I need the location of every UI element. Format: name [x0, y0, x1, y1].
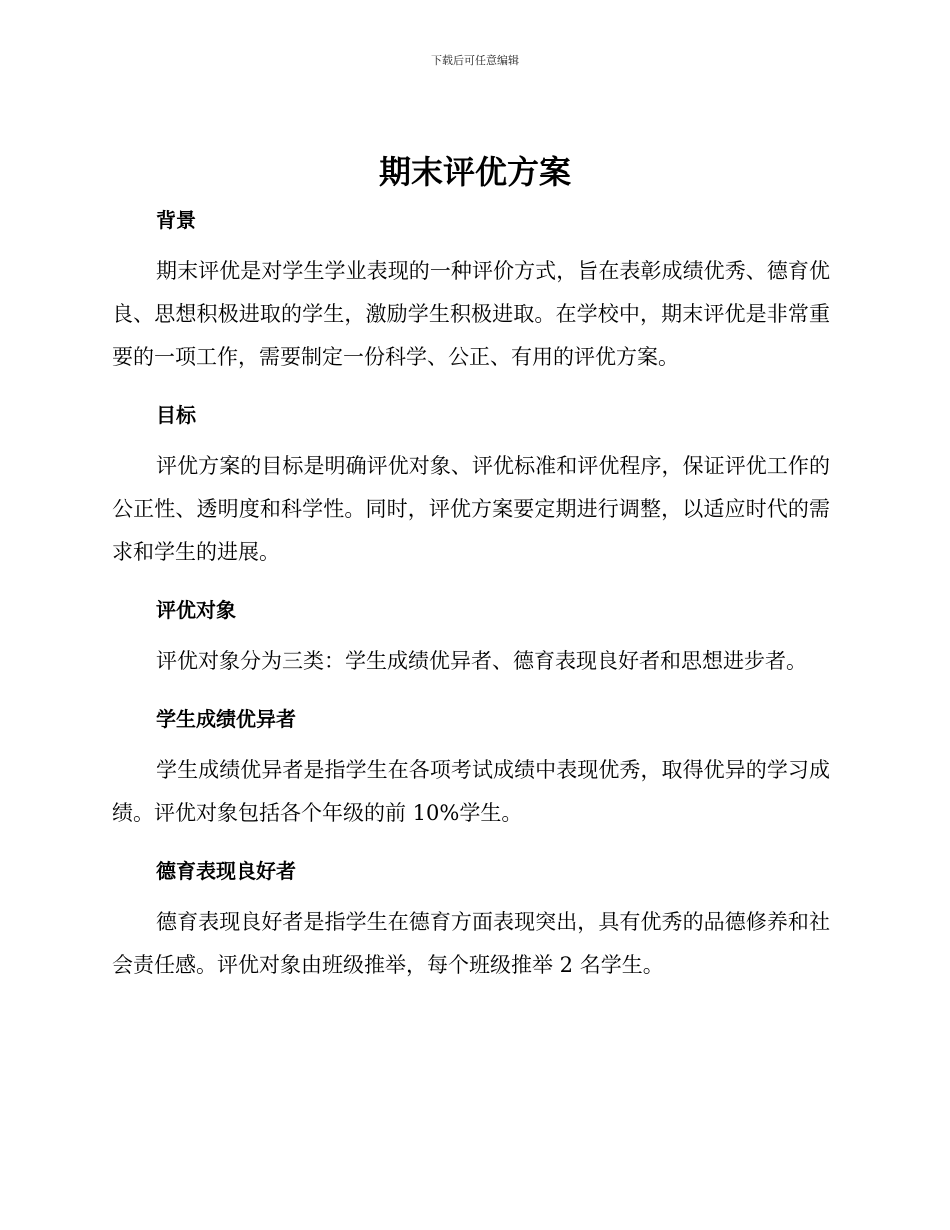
section-evaluation-targets — [112, 590, 830, 699]
section-paragraph: 评优对象分为三类：学生成绩优异者、德育表现良好者和思想进步者。 — [156, 649, 807, 673]
section-background — [112, 200, 830, 395]
section-academic-excellence — [112, 699, 830, 851]
section-heading: 背景 — [156, 208, 196, 232]
section-goal — [112, 395, 830, 590]
section-heading: 目标 — [156, 403, 196, 427]
page-header-note: 下载后可任意编辑 — [431, 54, 519, 67]
section-heading: 评优对象 — [156, 598, 236, 622]
document-body — [112, 200, 830, 987]
document-title: 期末评优方案 — [378, 153, 571, 191]
section-heading: 德育表现良好者 — [156, 859, 296, 883]
section-heading: 学生成绩优异者 — [156, 707, 296, 731]
section-paragraph: 期末评优是对学生学业表现的一种评价方式，旨在表彰成绩优秀、德育优良、思想积极进取的学生，激励学生积极进取。在学校中，期末评优是非常重要的一项工作，需要制定一份科学、公正、有用的评优方案。 — [112, 259, 830, 369]
section-moral-excellence — [112, 851, 830, 987]
section-paragraph: 德育表现良好者是指学生在德育方面表现突出，具有优秀的品德修养和社会责任感。评优对象由班级推举，每个班级推举 2 名学生。 — [112, 910, 830, 977]
section-paragraph: 评优方案的目标是明确评优对象、评优标准和评优程序，保证评优工作的公正性、透明度和科学性。同时，评优方案要定期进行调整，以适应时代的需求和学生的进展。 — [112, 454, 830, 564]
section-paragraph: 学生成绩优异者是指学生在各项考试成绩中表现优秀，取得优异的学习成绩。评优对象包括各个年级的前 10%学生。 — [112, 758, 830, 825]
